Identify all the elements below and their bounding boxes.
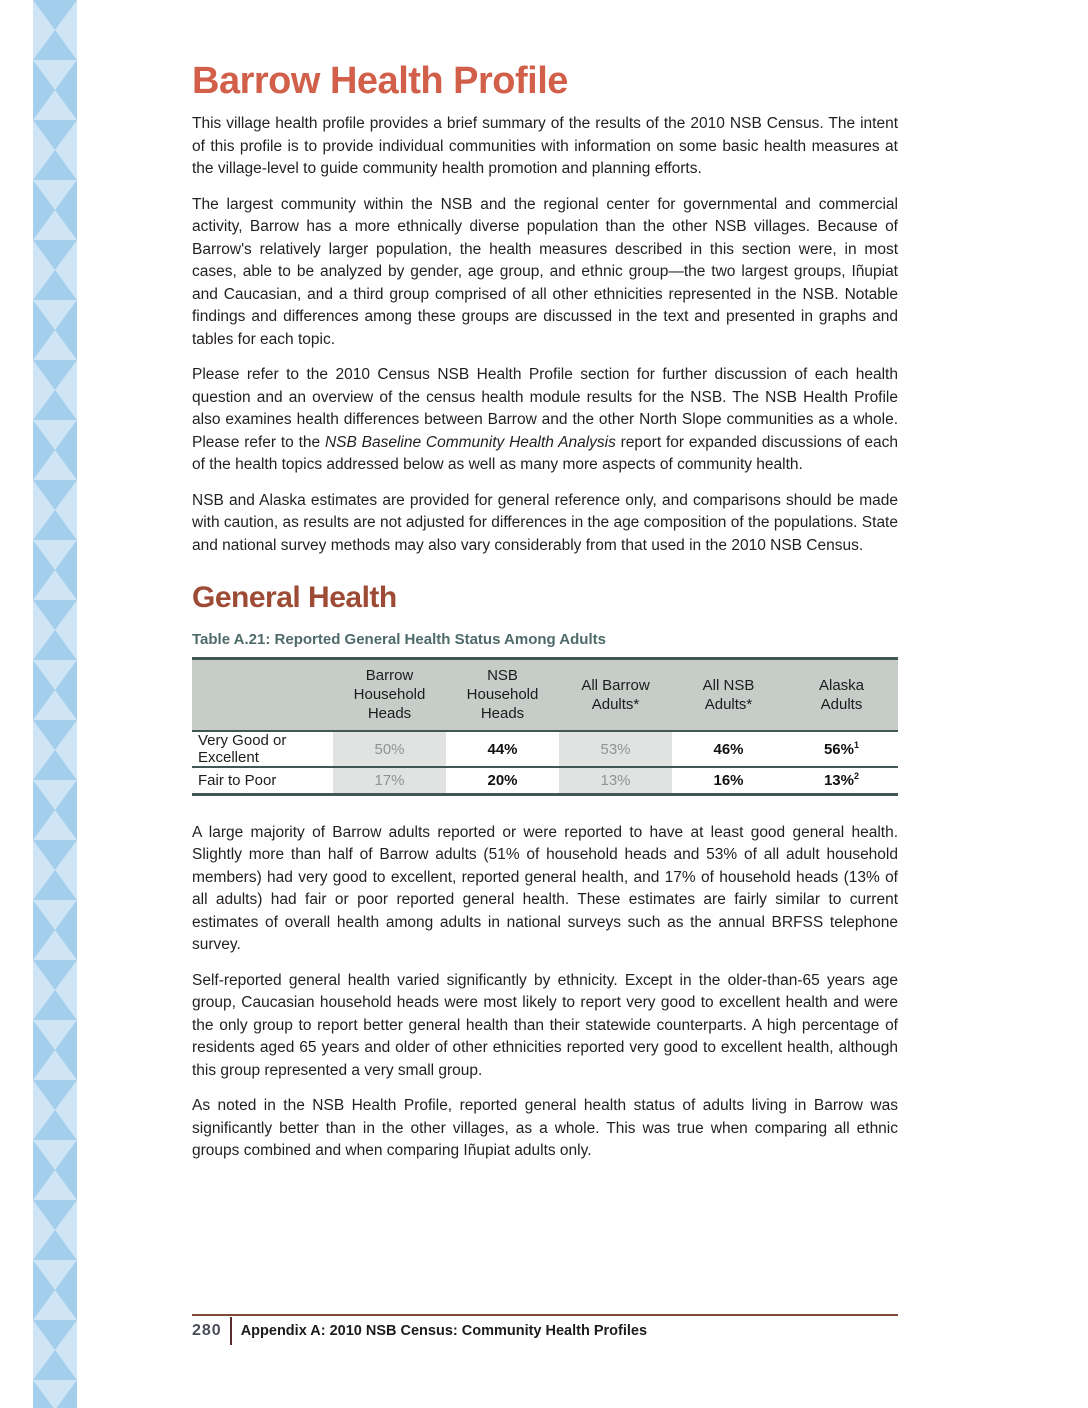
body-paragraph-7: As noted in the NSB Health Profile, reported general health status of adults living in Barrow was significantly better than in the other villages, as a whole. This was true when comparing all ethnic groups combined and when comparing Iñupiat adults only. [192,1097,898,1159]
footer-separator [230,1317,232,1345]
general-health-table [192,657,898,796]
table-row-fair-to-poor [192,767,898,794]
report-title-italic: NSB Baseline Community Health Analysis [324,433,616,451]
header-blank-cell [192,659,333,732]
table-header-row [192,659,898,732]
footnote-marker: 1 [854,739,860,750]
body-paragraph-6: Self-reported general health varied significantly by ethnicity. Except in the older-than-65 years age group, Caucasian household heads were most likely to report very good to excellent health and were the only group to report better general health than their statewide counterparts. A high percentage of residents aged 65 years and older of other ethnicities reported very good to excellent health, although this group represented a very small group. [192,971,898,1079]
cell-value: 20% [446,767,559,794]
cell-value: 53% [559,731,672,767]
section-heading: General Health [192,581,397,614]
page-number: 280 [192,1322,222,1339]
cell-value: 16% [672,767,785,794]
cell-value: 46% [672,731,785,767]
cell-value: 56%$^1$ [785,731,898,767]
cell-value: 13%$^2$ [785,767,898,794]
row-label: Fair to Poor [192,767,333,794]
header-barrow-household-heads: Barrow Household Heads [333,659,446,732]
header-nsb-household-heads: NSB Household Heads [446,659,559,732]
footer-text: Appendix A: 2010 NSB Census: Community Health Profiles [240,1323,648,1339]
cell-value: 50% [333,731,446,767]
paragraph-3-text-end: report for expanded discussions of each of the health topics addressed below as well as many more aspects of community health. [192,433,898,473]
cell-value: 17% [333,767,446,794]
cell-value: 13% [559,767,672,794]
table-row-very-good-or-excellent [192,731,898,767]
body-paragraph-5: A large majority of Barrow adults reported or were reported to have at least good general health. Slightly more than half of Barrow adults (51% of household heads and 53% of all adult household members) had very good to excellent, reported general health, and 17% of household heads (13% of all adults) had fair or poor reported general health. These estimates are fairly similar to current estimates of overall health among adults in national surveys such as the annual BRFSS telephone survey. [192,823,898,953]
intro-paragraph-1: This village health profile provides a brief summary of the results of the 2010 NSB Census. The intent of this profile is to provide individual communities with information on some basic health measures at the village-level to guide community health promotion and planning efforts. [192,115,898,177]
intro-paragraph-4: NSB and Alaska estimates are provided for general reference only, and comparisons should be made with caution, as results are not adjusted for differences in the age composition of the populations. State and national survey methods may also vary considerably from that used in the 2010 NSB Census. [192,491,898,554]
cell-value: 44% [446,731,559,767]
page-title: Barrow Health Profile [192,60,568,102]
page-footer [192,1314,898,1346]
decorative-triangle-border [33,0,77,1408]
table-caption: Table A.21: Reported General Health Status Among Adults [192,631,606,648]
paragraph-3-text: Please refer to the 2010 Census NSB Health Profile section for further discussion of each health question and an overview of the census health module results for the NSB. The NSB Health Profile also examines health differences between Barrow and the other North Slope communities as a whole. Please refer to the [192,366,898,451]
footnote-marker: 2 [854,770,860,781]
page-content [192,0,898,1176]
intro-paragraph-3 [192,364,898,477]
row-label: Very Good or Excellent [192,731,333,767]
header-alaska-adults: Alaska Adults [785,659,898,732]
header-all-barrow-adults: All Barrow Adults* [559,659,672,732]
intro-paragraph-2: The largest community within the NSB and the regional center for governmental and commercial activity, Barrow has a more ethnically diverse population than the other NSB villages. Because of Barrow's relatively larger population, the health measures described in this section were, in most cases, able to be analyzed by gender, age group, and ethnic group—the two largest groups, Iñupiat and Caucasian, and a third group comprised of all other ethnicities represented in the NSB. Notable findings and differences among these groups are discussed in the text and presented in graphs and tables for each topic. [192,195,898,348]
header-all-nsb-adults: All NSB Adults* [672,659,785,732]
